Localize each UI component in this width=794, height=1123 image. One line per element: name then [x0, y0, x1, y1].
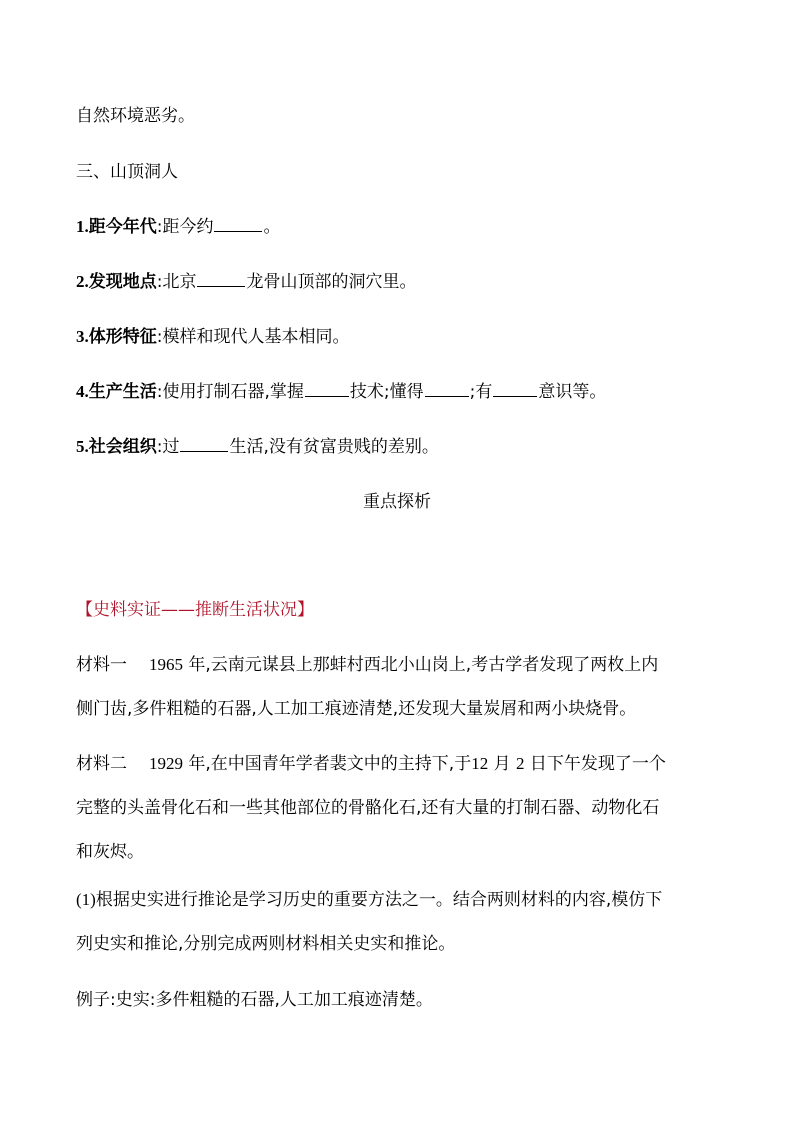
fill-blank[interactable]: [493, 382, 537, 397]
item-text: :模样和现代人基本相同。: [156, 327, 350, 347]
item-text: 。: [263, 217, 281, 237]
item-text: :过: [156, 437, 180, 457]
question-line: 列史实和推论,分别完成两则材料相关史实和推论。: [76, 934, 456, 954]
year: 1965: [149, 655, 183, 674]
list-item: [76, 380, 606, 404]
material-text: 年,在中国青年学者裴文中的主持下,于: [183, 754, 472, 774]
item-text: :距今约: [156, 217, 214, 237]
item-number: 4.: [76, 382, 89, 401]
question-number: (1): [76, 890, 96, 909]
item-text: 生活,没有贫富贵贱的差别。: [229, 437, 439, 457]
material-label: 材料一: [76, 655, 127, 675]
item-label: 社会组织: [88, 437, 157, 457]
material-text: 年,云南元谋县上那蚌村西北小山岗上,考古学者发现了两枚上内: [183, 655, 659, 675]
section-heading: 三、山顶洞人: [76, 162, 178, 182]
material-line: [76, 653, 658, 677]
material-text: 日下午发现了一个: [524, 754, 666, 774]
material-text: 月: [488, 754, 517, 774]
item-number: 5.: [76, 437, 89, 456]
fill-blank[interactable]: [180, 437, 228, 452]
material-line: [76, 752, 666, 776]
text-line: 自然环境恶劣。: [76, 106, 195, 126]
list-item: [76, 325, 349, 349]
example-line: 例子:史实:多件粗糙的石器,人工加工痕迹清楚。: [76, 990, 433, 1010]
item-number: 3.: [76, 327, 89, 346]
question-text: 根据史实进行推论是学习历史的重要方法之一。结合两则材料的内容,模仿下: [95, 890, 663, 910]
section-title: 重点探析: [363, 492, 431, 512]
item-label: 体形特征: [88, 327, 157, 347]
item-number: 2.: [76, 272, 89, 291]
item-label: 发现地点: [88, 272, 157, 292]
item-text: 意识等。: [538, 382, 607, 402]
fill-blank[interactable]: [197, 272, 245, 287]
material-label: 材料二: [76, 754, 127, 774]
item-text: :北京: [156, 272, 197, 292]
list-item: [76, 270, 416, 294]
list-item: [76, 215, 280, 239]
item-text: 龙骨山顶部的洞穴里。: [246, 272, 417, 292]
material-line: 侧门齿,多件粗糙的石器,人工加工痕迹清楚,还发现大量炭屑和两小块烧骨。: [76, 699, 637, 719]
item-text: 技术;懂得: [349, 382, 424, 402]
fill-blank[interactable]: [305, 382, 349, 397]
section-tag: 【史料实证——推断生活状况】: [76, 600, 314, 620]
item-label: 生产生活: [88, 382, 157, 402]
material-line: 和灰烬。: [76, 842, 144, 862]
item-number: 1.: [76, 217, 89, 236]
material-line: 完整的头盖骨化石和一些其他部位的骨骼化石,还有大量的打制石器、动物化石: [76, 798, 660, 818]
item-label: 距今年代: [88, 217, 157, 237]
fill-blank[interactable]: [425, 382, 469, 397]
question-line: [76, 888, 662, 912]
day: 2: [516, 754, 525, 773]
item-text: :使用打制石器,掌握: [156, 382, 304, 402]
item-text: ;有: [469, 382, 493, 402]
year: 1929: [149, 754, 183, 773]
list-item: [76, 435, 439, 459]
fill-blank[interactable]: [214, 217, 262, 232]
month: 12: [471, 754, 489, 773]
